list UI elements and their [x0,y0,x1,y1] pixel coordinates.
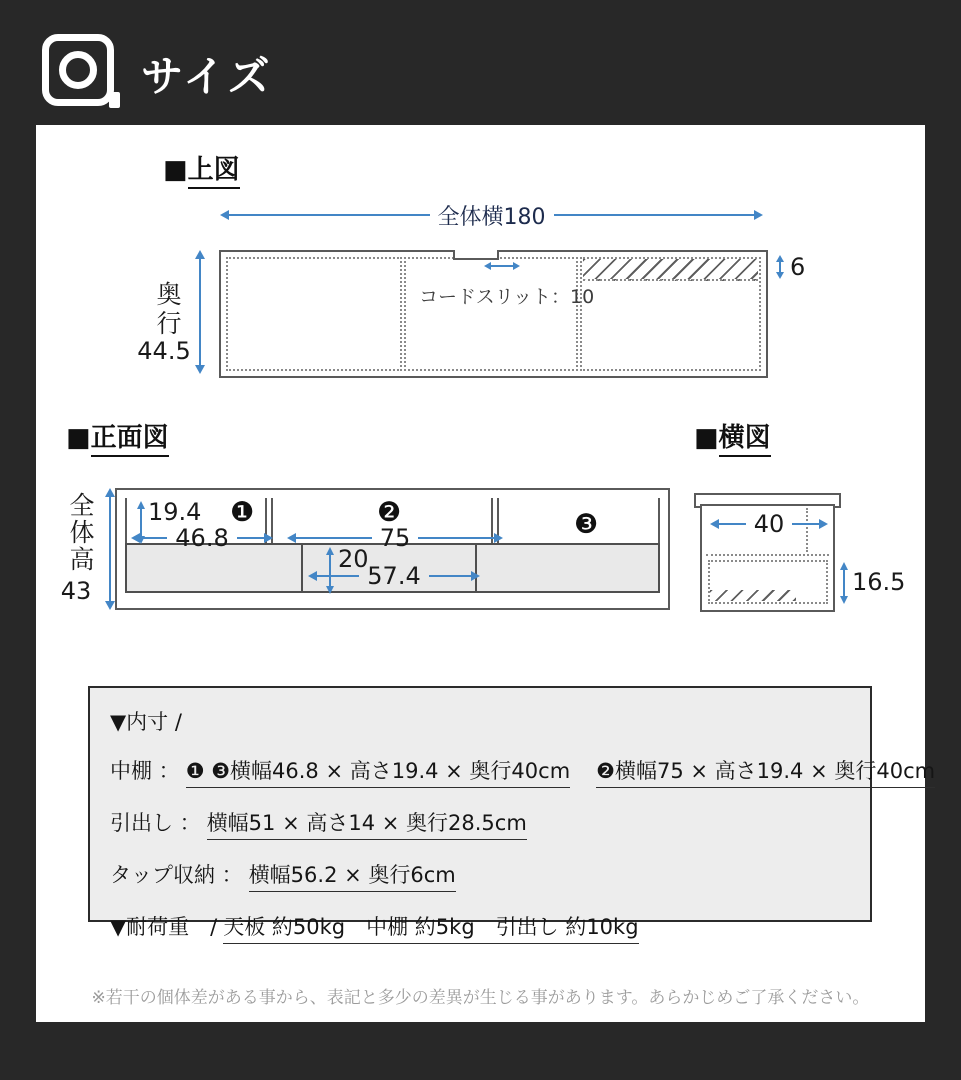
overall-width-value: 全体横180 [437,204,546,230]
shelf-spec-label: 中棚 ： [110,759,180,783]
heading-marker: ■ [694,423,719,453]
depth-arrow [194,250,206,374]
cord-slit-label: コードスリット：10 [419,286,595,308]
drawer-spec: 横幅51 × 高さ14 × 奥行28.5cm [207,807,527,840]
side-depth-value: 40 [753,510,785,538]
content-panel [36,125,936,1022]
heading-marker: ■ [66,423,91,453]
shelf2-width-value: 75 [379,524,411,552]
drawer-front-height-value: 16.5 [852,568,906,596]
depth-value: 44.5 [137,337,191,365]
top-view-diagram [219,250,768,378]
overall-width-dimension [220,203,763,230]
compartment-badge-2: ❷ [377,497,402,528]
cord-slit-notch [453,250,499,260]
measuring-tape-icon [42,34,114,106]
drawer-height-value: 20 [338,545,369,573]
heading-marker: ■ [163,155,188,185]
footer-note: ※若干の個体差がある事から、表記と多少の差異が生じる事があります。あらかじめご了承ください。 [91,988,870,1008]
front-view-heading: ■正面図 [66,417,169,454]
specs-box [88,686,936,939]
shelf-height-value: 19.4 [148,498,202,526]
drawer-width-dimension [308,564,480,588]
top-view-compartment-1 [226,257,402,371]
drawer-3 [475,543,660,593]
shelf1-width-value: 46.8 [175,524,229,552]
overall-height-value: 43 [60,577,92,605]
top-view-compartment-3 [580,257,761,371]
spec-row-drawer [110,807,850,840]
drawer-front-height-arrow [838,562,850,604]
drawer-spec-label: 引出し ： [110,811,201,835]
inner-dims-title: ▼内寸 / [110,710,182,734]
tape-circle [59,51,97,89]
shelf1-width-dimension [131,526,273,550]
spec-row-shelf [110,755,936,788]
compartment-badge-3: ❸ [574,509,599,540]
load-spec: 天板 約50kg 中棚 約5kg 引出し 約10kg [223,911,638,944]
page-title: サイズ [141,52,273,101]
overall-height-label: 全体高 [66,492,95,573]
cord-slit-arrow [484,260,520,272]
side-view-diagram [694,490,906,614]
tap-spec-label: タップ収納 ： [110,863,243,887]
side-tap-hatch [710,590,796,601]
side-dotted-horizontal [706,554,829,556]
top-view-compartment-2 [404,257,578,371]
spec-row-load [110,911,850,944]
top-plate-value: 6 [790,253,806,281]
tap-spec: 横幅56.2 × 奥行6cm [249,859,456,892]
top-plate-arrow [774,255,786,279]
side-depth-dimension [710,512,828,536]
spec-row-tap [110,859,850,892]
depth-label: 奥行 [153,281,182,339]
spec-row-inner-title [110,706,850,736]
top-view-inner [226,257,761,371]
tape-tab [109,92,120,108]
shelf-spec-1: ❶ ❸横幅46.8 × 高さ19.4 × 奥行40cm [186,755,570,788]
compartment-badge-1: ❶ [230,497,255,528]
shelf2-width-dimension [287,526,503,550]
load-spec-label: ▼耐荷重 / [110,915,218,939]
shelf-spec-2: ❷横幅75 × 高さ19.4 × 奥行40cm [596,755,935,788]
top-view-heading: ■上図 [163,149,240,186]
side-view-heading: ■横図 [694,417,771,454]
tap-storage-hatch [583,259,758,281]
drawer-width-value: 57.4 [367,562,421,590]
front-view-diagram [115,488,670,610]
